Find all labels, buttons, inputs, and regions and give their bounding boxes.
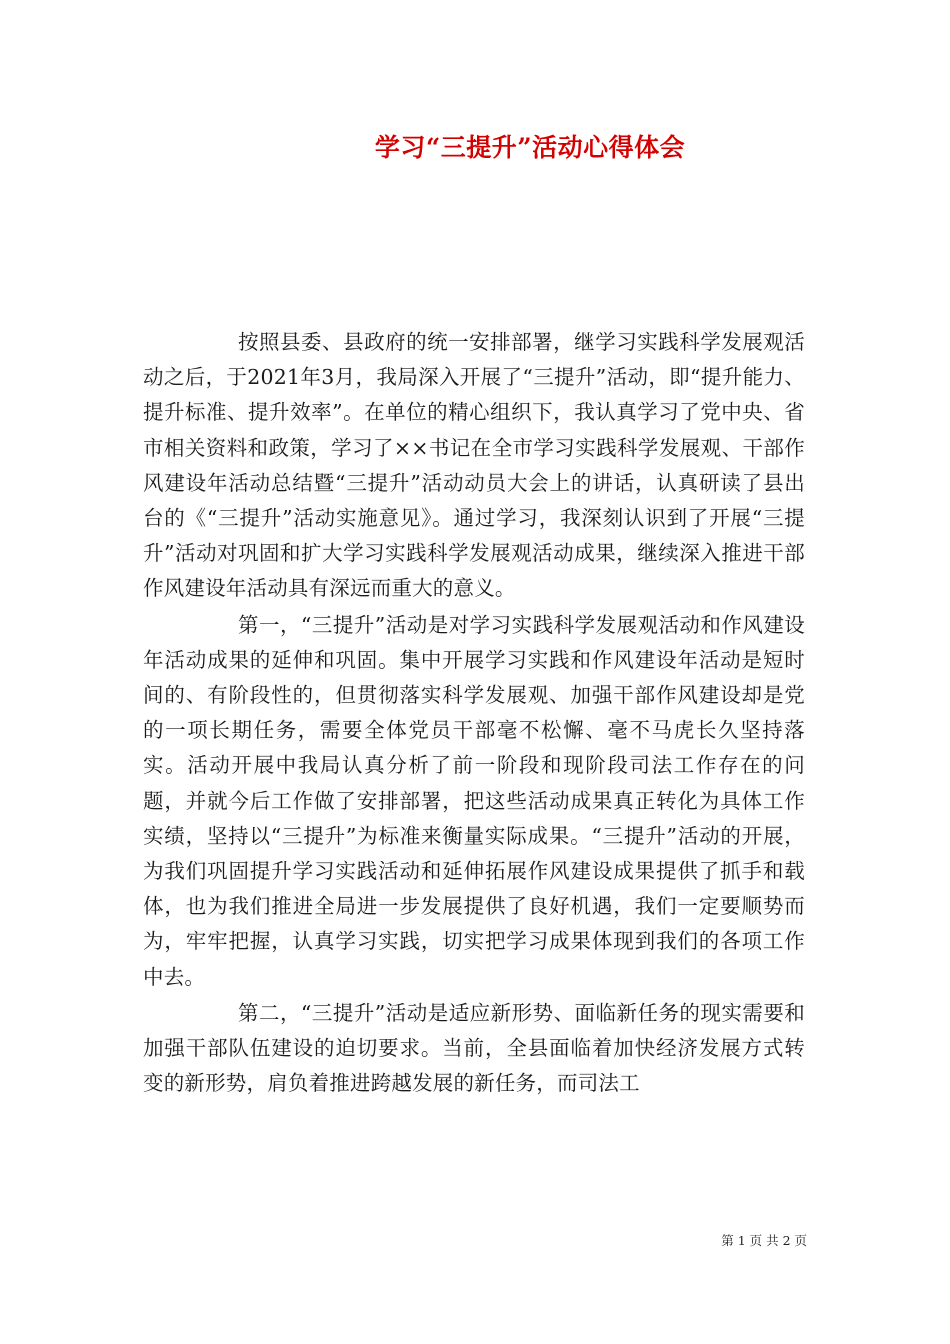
page-number-footer: 第 1 页 共 2 页 xyxy=(721,1233,807,1248)
paragraph-intro: 按照县委、县政府的统一安排部署，继学习实践科学发展观活动之后，于2021年3月，我局深入开展了“三提升”活动，即“提升能力、提升标准、提升效率”。在单位的精心组织下，我认真学习了党中央、省市相关资料和政策，学习了××书记在全市学习实践科学发展观、干部作风建设年活动总结暨“三提升”活动动员大会上的讲话，认真研读了县出台的《“三提升”活动实施意见》。通过学习，我深刻认识到了开展“三提升”活动对巩固和扩大学习实践科学发展观活动成果，继续深入推进干部作风建设年活动具有深远而重大的意义。 xyxy=(143,330,805,601)
document-body xyxy=(143,325,805,1101)
paragraph-first-point: 第一，“三提升”活动是对学习实践科学发展观活动和作风建设年活动成果的延伸和巩固。集中开展学习实践和作风建设年活动是短时间的、有阶段性的，但贯彻落实科学发展观、加强干部作风建设却是党的一项长期任务，需要全体党员干部毫不松懈、毫不马虎长久坚持落实。活动开展中我局认真分析了前一阶段和现阶段司法工作存在的问题，并就今后工作做了安排部署，把这些活动成果真正转化为具体工作实绩，坚持以“三提升”为标准来衡量实际成果。“三提升”活动的开展，为我们巩固提升学习实践活动和延伸拓展作风建设成果提供了抓手和载体，也为我们推进全局进一步发展提供了良好机遇，我们一定要顺势而为，牢牢把握，认真学习实践，切实把学习成果体现到我们的各项工作中去。 xyxy=(143,612,805,989)
document-title: 学习“三提升”活动心得体会 xyxy=(374,133,686,162)
paragraph-second-point: 第二，“三提升”活动是适应新形势、面临新任务的现实需要和加强干部队伍建设的迫切要求。当前，全县面临着加快经济发展方式转变的新形势，肩负着推进跨越发展的新任务，而司法工 xyxy=(143,1000,805,1096)
